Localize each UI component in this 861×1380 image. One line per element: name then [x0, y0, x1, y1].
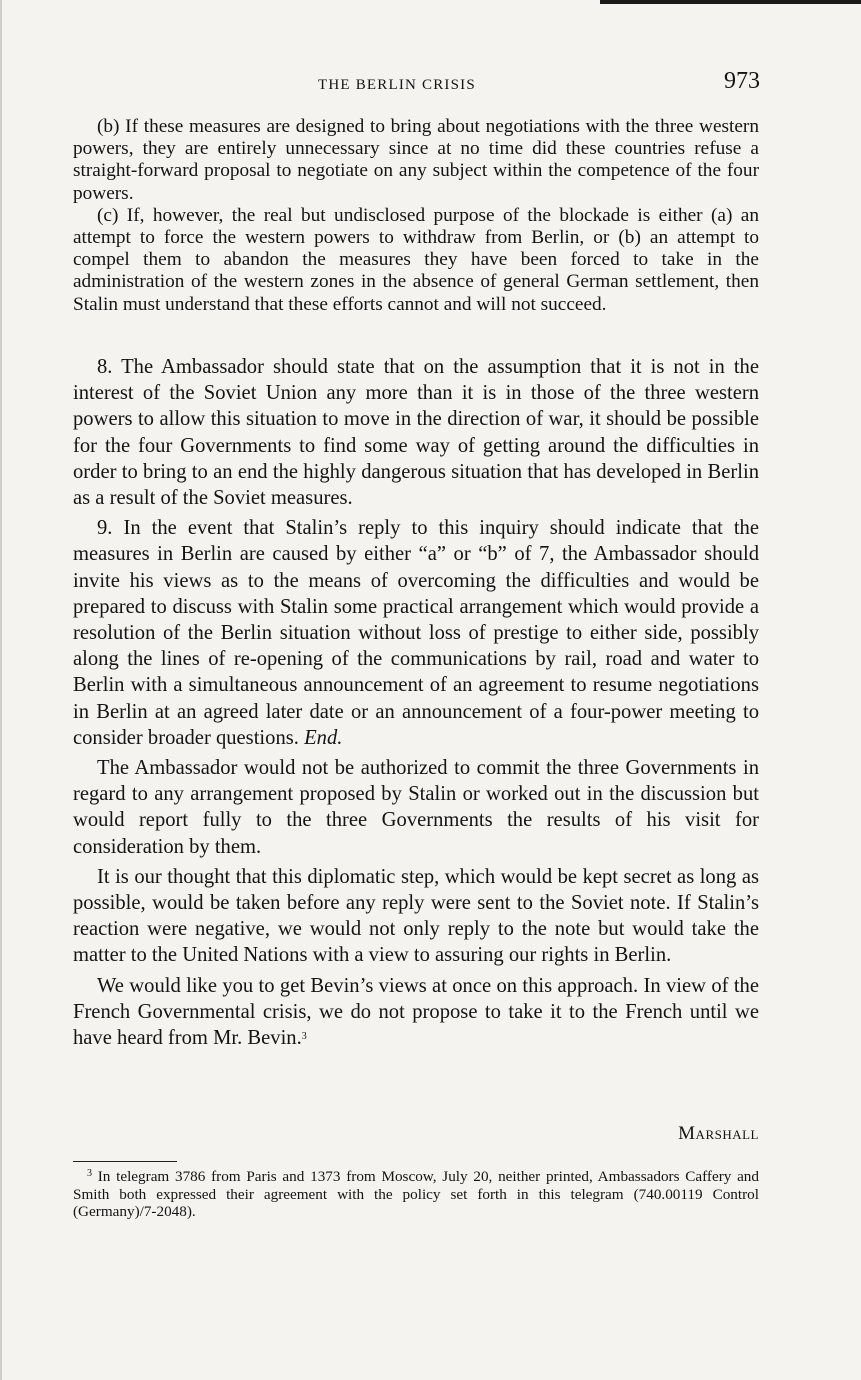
signature: Marshall — [678, 1123, 759, 1144]
page-number: 973 — [724, 68, 760, 94]
footnote-marker: 3 — [87, 1168, 92, 1179]
paragraph-bevin — [73, 973, 759, 1052]
paragraph-8: 8. The Ambassador should state that on the assumption that it is not in the interest of the Soviet Union any more than it is in those of the three western powers to allow this situation to move in the direction of war, it should be possible for the four Governments to find some way of getting around the difficulties in order to bring to an end the highly dangerous situation that has developed in Berlin as a result of the Soviet measures. — [73, 356, 759, 510]
top-edge-bar — [600, 0, 861, 4]
page-header — [72, 68, 762, 98]
small-paragraphs — [73, 116, 759, 316]
footnote-rule — [73, 1161, 177, 1162]
paragraph-9 — [73, 515, 759, 751]
page-edge — [0, 0, 2, 1380]
footnote-text: In telegram 3786 from Paris and 1373 from Moscow, July 20, neither printed, Ambassadors Caffery and Smith both expressed their agreement with the policy set forth in this telegram (740.00119 Control (Germany)/7-2048). — [73, 1168, 759, 1221]
paragraph-7b: (b) If these measures are designed to bring about negotiations with the three western powers, they are entirely unnecessary since at no time did these countries refuse a straight-forward proposal to negotiate on any subject within the competence of the four powers. — [73, 116, 759, 204]
body-text — [73, 354, 759, 1051]
paragraph-diplomatic-step: It is our thought that this diplomatic step, which would be kept secret as long as possible, would be taken before any reply were sent to the Soviet note. If Stalin’s reaction were negative, we would not only reply to the note but would take the matter to the United Nations with a view to assuring our rights in Berlin. — [73, 865, 759, 967]
footnote-reference: 3 — [301, 1031, 307, 1043]
end-word: End. — [304, 726, 343, 749]
paragraph-7c: (c) If, however, the real but undisclosed purpose of the blockade is either (a) an attempt to force the western powers to withdraw from Berlin, or (b) an attempt to compel them to abandon the measures they have been forced to take in the administration of the western zones in the absence of general German settlement, then Stalin must understand that these efforts cannot and will not succeed. — [73, 204, 759, 315]
paragraph-bevin-text: We would like you to get Bevin’s views at once on this approach. In view of the French Governmental crisis, we do not propose to take it to the French until we have heard from Mr. Bevin. — [73, 974, 759, 1050]
paragraph-9-text: 9. In the event that Stalin’s reply to this inquiry should indicate that the measures in Berlin are caused by either “a” or “b” of 7, the Ambassador should invite his views as to the means of overcoming the difficulties and would be prepared to discuss with Stalin some practical arrangement which would provide a resolution of the Berlin situation without loss of prestige to either side, possibly along the lines of re-opening of the communications by rail, road and water to Berlin with a simultaneous announcement of an agreement to resume negotiations in Berlin at an agreed later date or an announcement of a four-power meeting to consider broader questions. — [73, 517, 759, 749]
footnote — [73, 1168, 759, 1221]
paragraph-authorization: The Ambassador would not be authorized to commit the three Governments in regard to any arrangement proposed by Stalin or worked out in the discussion but would report fully to the three Governments the results of his visit for consideration by them. — [73, 757, 759, 858]
running-title: THE BERLIN CRISIS — [318, 77, 476, 93]
